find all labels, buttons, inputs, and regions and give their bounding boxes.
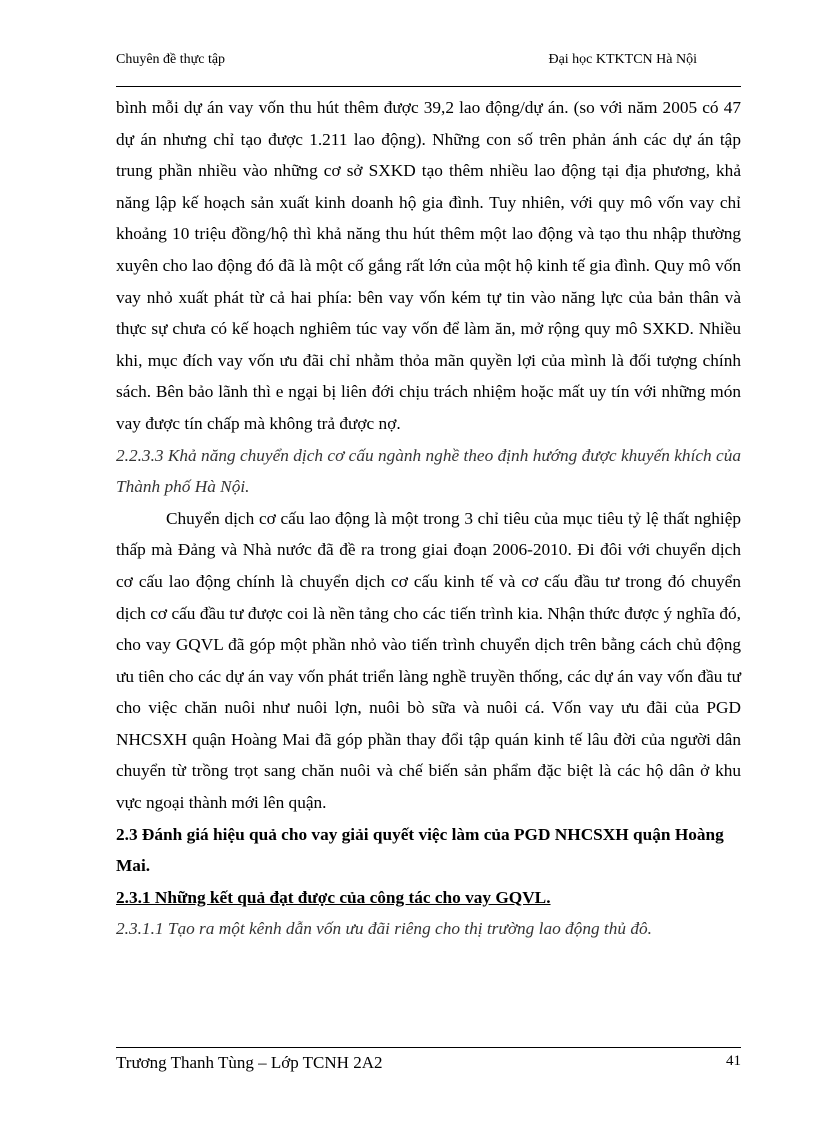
page-footer	[116, 1053, 741, 1077]
subsection-heading-2-2-3-3: 2.2.3.3 Khả năng chuyển dịch cơ cấu ngành nghề theo định hướng được khuyến khích của Thành phố Hà Nội.	[116, 445, 741, 497]
page-body	[116, 92, 741, 945]
page-number: 41	[726, 1053, 741, 1069]
footer-author: Trương Thanh Tùng – Lớp TCNH 2A2	[116, 1053, 383, 1072]
header-right-title: Đại học KTKTCN Hà Nội	[548, 52, 697, 67]
section-heading-2-3-1: 2.3.1 Những kết quả đạt được của công tác cho vay GQVL.	[116, 887, 551, 907]
header-left-title: Chuyên đề thực tập	[116, 52, 226, 67]
footer-divider	[116, 1047, 741, 1048]
paragraph-labor-restructuring: Chuyển dịch cơ cấu lao động là một trong 3 chỉ tiêu của mục tiêu tỷ lệ thất nghiệp thấp mà Đảng và Nhà nước đã đề ra trong giai đoạn 2006-2010. Đi đôi với chuyển dịch cơ cấu lao động chính là chuyển dịch cơ cấu kinh tế và cơ cấu đầu tư trong đó chuyển dịch cơ cấu đầu tư được coi là nền tảng cho các tiến trình kia. Nhận thức được ý nghĩa đó, cho vay GQVL đã góp một phần nhỏ vào tiến trình chuyển dịch trên bằng cách chủ động ưu tiên cho các dự án vay vốn phát triển làng nghề truyền thống, các dự án vay vốn đầu tư cho việc chăn nuôi như nuôi lợn, nuôi bò sữa và nuôi cá. Vốn vay ưu đãi của PGD NHCSXH quận Hoàng Mai đã góp phần thay đổi tập quán kinh tế lâu đời của người dân chuyển từ trồng trọt sang chăn nuôi và chế biến sản phẩm đặc biệt là các hộ dân ở khu vực ngoại thành mới lên quận.	[116, 508, 741, 813]
page-header	[116, 50, 741, 87]
subsection-heading-2-3-1-1: 2.3.1.1 Tạo ra một kênh dẫn vốn ưu đãi riêng cho thị trường lao động thủ đô.	[116, 919, 652, 939]
section-heading-2-3: 2.3 Đánh giá hiệu quả cho vay giải quyết việc làm của PGD NHCSXH quận Hoàng Mai.	[116, 824, 724, 876]
paragraph-continued: bình mỗi dự án vay vốn thu hút thêm được 39,2 lao động/dự án. (so với năm 2005 có 47 dự án nhưng chỉ tạo được 1.211 lao động). Những con số trên phản ánh các dự án tập trung phần nhiều vào những cơ sở SXKD tạo thêm nhiều lao động tại địa phương, khả năng lập kế hoạch sản xuất kinh doanh hộ gia đình. Tuy nhiên, với quy mô vốn vay chỉ khoảng 10 triệu đồng/hộ thì khả năng thu hút thêm một lao động và tạo thu nhập thường xuyên cho lao động đó đã là một cố gắng rất lớn của một hộ kinh tế gia đình. Quy mô vốn vay nhỏ xuất phát từ cả hai phía: bên vay vốn kém tự tin vào năng lực của bản thân và thực sự chưa có kế hoạch nghiêm túc vay vốn để làm ăn, mở rộng quy mô SXKD. Nhiều khi, mục đích vay vốn ưu đãi chỉ nhằm thỏa mãn quyền lợi của mình là đối tượng chính sách. Bên bảo lãnh thì e ngại bị liên đới chịu trách nhiệm hoặc mất uy tín với những món vay được tín chấp mà không trả được nợ.	[116, 98, 741, 433]
